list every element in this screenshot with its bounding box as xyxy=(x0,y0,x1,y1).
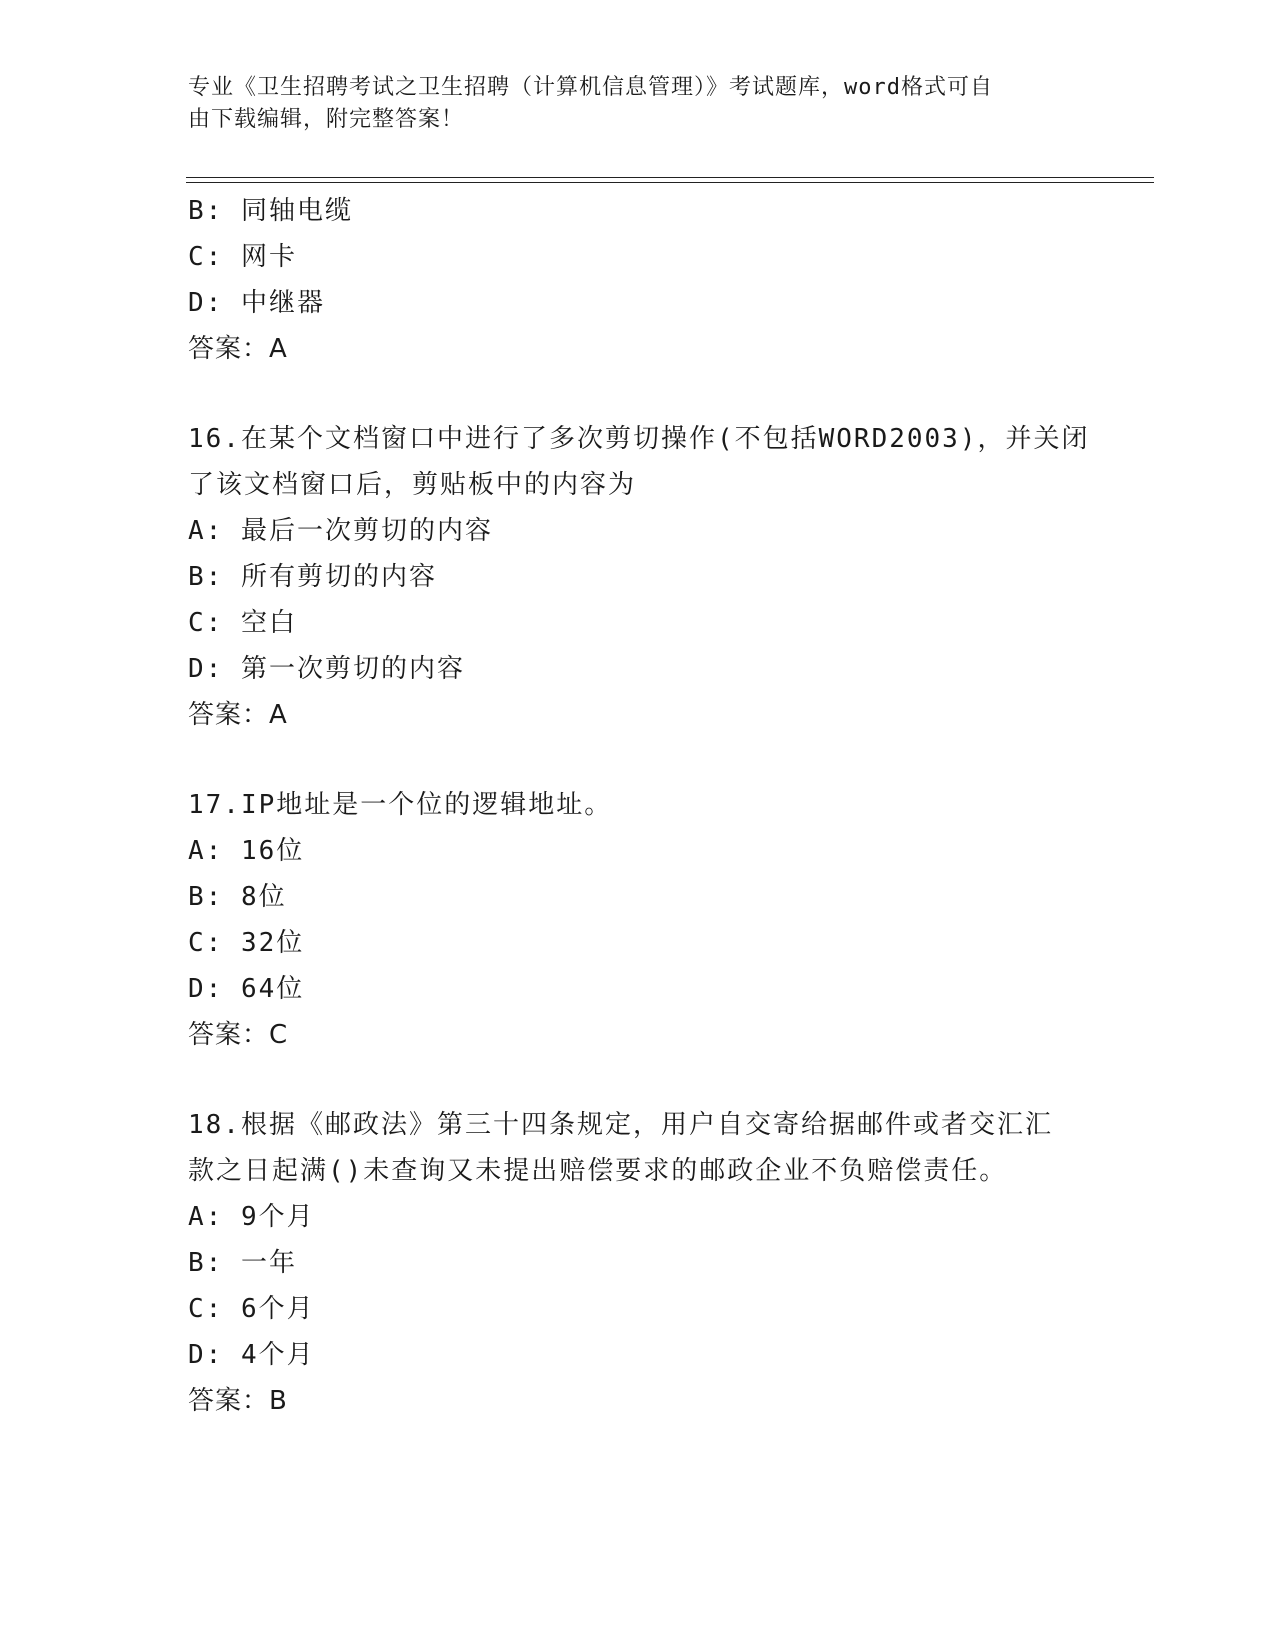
option-key: C: xyxy=(188,608,241,638)
option-key: C: xyxy=(188,928,241,958)
question-stem-line-1: 16.在某个文档窗口中进行了多次剪切操作(不包括WORD2003)，并关闭 xyxy=(188,424,1090,454)
option-key: D: xyxy=(188,654,241,684)
question-17 xyxy=(188,782,1088,1058)
option-text: 6个月 xyxy=(240,1294,315,1324)
option-key: A: xyxy=(188,836,241,866)
option-text: 所有剪切的内容 xyxy=(240,562,437,592)
question-18 xyxy=(188,1102,1088,1424)
option-d xyxy=(188,1332,1088,1378)
question-stem-line-1: 18.根据《邮政法》第三十四条规定，用户自交寄给据邮件或者交汇汇 xyxy=(188,1110,1053,1140)
option-key: A: xyxy=(188,1202,241,1232)
answer-line: 答案：A xyxy=(188,334,288,364)
option-c xyxy=(188,1286,1088,1332)
option-text: 最后一次剪切的内容 xyxy=(240,516,493,546)
option-text: 第一次剪切的内容 xyxy=(240,654,465,684)
question-16 xyxy=(188,416,1088,738)
option-text: 中继器 xyxy=(240,288,325,318)
answer-line: 答案：B xyxy=(188,1386,288,1416)
option-text: 64位 xyxy=(240,974,305,1004)
option-a xyxy=(188,1194,1088,1240)
option-c xyxy=(188,920,1088,966)
option-key: D: xyxy=(188,974,241,1004)
question-stem-line-1: 17.IP地址是一个位的逻辑地址。 xyxy=(188,790,613,820)
option-text: 8位 xyxy=(240,882,287,912)
header-line-1: 专业《卫生招聘考试之卫生招聘（计算机信息管理）》考试题库，word格式可自 xyxy=(188,75,993,100)
question-15-continued xyxy=(188,188,1088,372)
answer-line: 答案：C xyxy=(188,1020,289,1050)
question-stem-line-2: 款之日起满()未查询又未提出赔偿要求的邮政企业不负赔偿责任。 xyxy=(188,1156,1008,1186)
question-list xyxy=(188,188,1088,1424)
header-divider-bottom xyxy=(186,182,1154,183)
option-text: 9个月 xyxy=(240,1202,315,1232)
option-text: 16位 xyxy=(240,836,305,866)
option-b xyxy=(188,874,1088,920)
option-b xyxy=(188,188,1088,234)
option-d xyxy=(188,646,1088,692)
option-key: D: xyxy=(188,1340,241,1370)
option-text: 32位 xyxy=(240,928,305,958)
answer-line: 答案：A xyxy=(188,700,288,730)
option-text: 一年 xyxy=(240,1248,297,1278)
option-key: A: xyxy=(188,516,241,546)
option-text: 网卡 xyxy=(240,242,297,272)
option-key: B: xyxy=(188,1248,241,1278)
document-header xyxy=(188,72,1068,136)
option-text: 4个月 xyxy=(240,1340,315,1370)
option-key: B: xyxy=(188,882,241,912)
option-key: D: xyxy=(188,288,241,318)
header-divider-top xyxy=(186,177,1154,178)
option-key: C: xyxy=(188,1294,241,1324)
option-key: B: xyxy=(188,562,241,592)
option-a xyxy=(188,508,1088,554)
option-d xyxy=(188,966,1088,1012)
option-c xyxy=(188,234,1088,280)
header-line-2: 由下载编辑，附完整答案！ xyxy=(188,107,465,132)
option-text: 空白 xyxy=(240,608,297,638)
question-stem-line-2: 了该文档窗口后，剪贴板中的内容为 xyxy=(188,470,637,500)
option-key: B: xyxy=(188,196,241,226)
option-key: C: xyxy=(188,242,241,272)
option-c xyxy=(188,600,1088,646)
option-a xyxy=(188,828,1088,874)
option-b xyxy=(188,1240,1088,1286)
option-d xyxy=(188,280,1088,326)
option-b xyxy=(188,554,1088,600)
option-text: 同轴电缆 xyxy=(240,196,353,226)
